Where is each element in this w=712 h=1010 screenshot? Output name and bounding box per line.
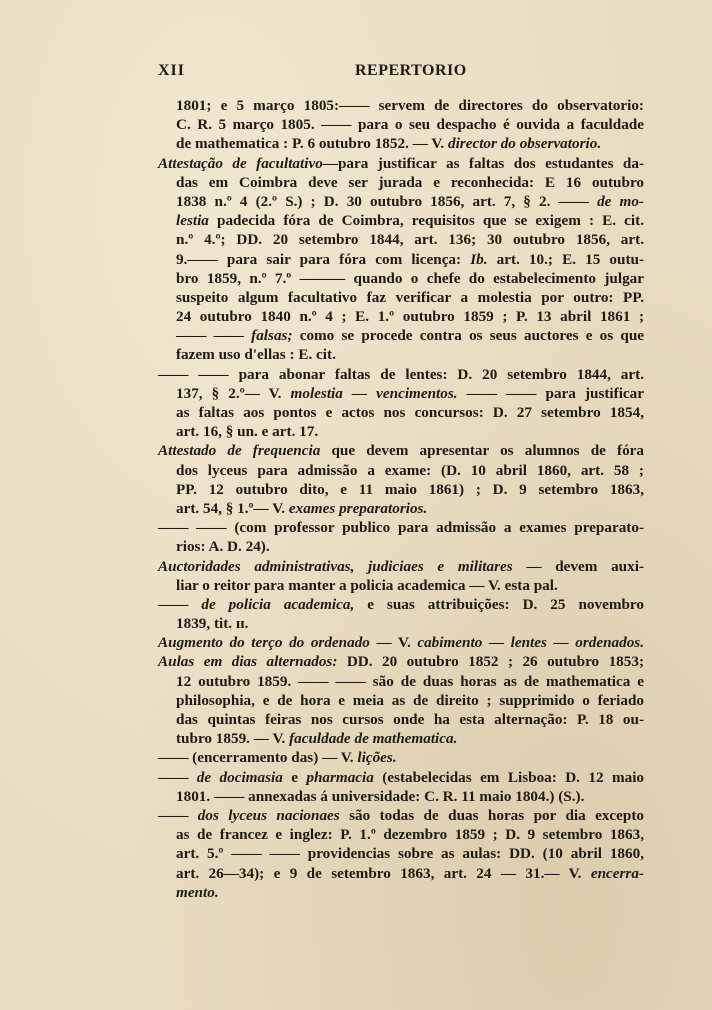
page-header bbox=[158, 62, 648, 84]
running-title: REPERTORIO bbox=[355, 62, 467, 79]
text-line: as faltas aos pontos e actos nos concursos: D. 27 setembro 1854, bbox=[176, 404, 644, 421]
text-line: 137, § 2.º— V. molestia — vencimentos. —— —— para justificar bbox=[176, 384, 644, 402]
text-line: —— de policia academica, e suas attribuições: D. 25 novembro bbox=[158, 595, 644, 613]
text-line: art. 54, § 1.º— V. exames preparatorios. bbox=[176, 499, 428, 517]
text-line: art. 5.º —— —— providencias sobre as aulas: DD. (10 abril 1860, bbox=[176, 845, 644, 863]
text-line: tubro 1859. — V. faculdade de mathematica. bbox=[176, 730, 458, 748]
text-line: Auctoridades administrativas, judiciaes e militares — devem auxi- bbox=[158, 557, 644, 575]
text-line: n.º 4.º; DD. 20 setembro 1844, art. 136; 30 outubro 1856, art. bbox=[176, 231, 644, 249]
text-line: 1838 n.º 4 (2.º S.) ; D. 30 outubro 1856, art. 7, § 2. —— de mo- bbox=[176, 192, 644, 210]
text-line: fazem uso d'ellas : E. cit. bbox=[176, 346, 336, 364]
text-line: 12 outubro 1859. —— —— são de duas horas as de mathematica e bbox=[176, 672, 644, 690]
text-line: Attestação de facultativo—para justificar as faltas dos estudantes da- bbox=[158, 154, 644, 172]
body-text bbox=[158, 96, 644, 902]
text-line: PP. 12 outubro dito, e 11 maio 1861) ; D. 9 setembro 1863, bbox=[176, 480, 644, 498]
text-line: liar o reitor para manter a policia academica — V. esta pal. bbox=[176, 576, 558, 594]
text-line: —— de docimasia e pharmacia (estabelecidas em Lisboa: D. 12 maio bbox=[158, 768, 645, 786]
text-line: rios: A. D. 24). bbox=[176, 538, 270, 556]
text-line: 1839, tit. ɪɪ. bbox=[176, 615, 249, 633]
page-number: XII bbox=[158, 62, 186, 79]
text-line: —— —— falsas; como se procede contra os seus auctores e os que bbox=[176, 327, 645, 345]
text-line: mento. bbox=[176, 883, 219, 901]
text-line: das quintas feiras nos cursos onde ha esta alternação: P. 18 ou- bbox=[176, 711, 644, 728]
text-line: Augmento do terço do ordenado — V. cabimento — lentes — ordenados. bbox=[158, 634, 645, 652]
text-line: —— (encerramento das) — V. lições. bbox=[158, 749, 397, 767]
text-line: 9.—— para sair para fóra com licença: Ib. art. 10.; E. 15 outu- bbox=[176, 250, 645, 268]
text-line: —— —— para abonar faltas de lentes: D. 20 setembro 1844, art. bbox=[158, 365, 644, 383]
text-line: —— dos lyceus nacionaes são todas de duas horas por dia excepto bbox=[158, 806, 645, 824]
text-line: 1801; e 5 março 1805:—— servem de directores do observatorio: bbox=[176, 97, 644, 114]
text-line: philosophia, e de hora e meia as de direito ; supprimido o feriado bbox=[176, 691, 644, 709]
text-line: dos lyceus para admissão a exame: (D. 10 abril 1860, art. 58 ; bbox=[176, 461, 644, 479]
text-line: 1801. —— annexadas á universidade: C. R. 11 maio 1804.) (S.). bbox=[176, 787, 585, 805]
text-line: lestia padecida fóra de Coimbra, requisitos que se exigem : E. cit. bbox=[176, 212, 644, 230]
text-line: Aulas em dias alternados: DD. 20 outubro 1852 ; 26 outubro 1853; bbox=[158, 653, 644, 671]
text-line: —— —— (com professor publico para admissão a exames preparato- bbox=[158, 519, 644, 537]
text-line: de mathematica : P. 6 outubro 1852. — V. director do observatorio. bbox=[176, 135, 602, 153]
text-line: bro 1859, n.º 7.º ——— quando o chefe do estabelecimento julgar bbox=[176, 269, 644, 287]
text-line: as de francez e inglez: P. 1.º dezembro 1859 ; D. 9 setembro 1863, bbox=[176, 826, 644, 844]
text-line: suspeito algum facultativo faz verificar a molestia por outro: PP. bbox=[176, 288, 644, 306]
text-line: C. R. 5 março 1805. —— para o seu despacho é ouvida a faculdade bbox=[176, 116, 644, 134]
text-line: das em Coimbra deve ser jurada e reconhecida: E 16 outubro bbox=[176, 173, 644, 191]
text-line: art. 26—34); e 9 de setembro 1863, art. 24 — 31.— V. encerra- bbox=[176, 864, 644, 882]
text-line: art. 16, § un. e art. 17. bbox=[176, 423, 319, 441]
text-line: 24 outubro 1840 n.º 4 ; E. 1.º outubro 1859 ; P. 13 abril 1861 ; bbox=[176, 308, 644, 326]
text-line: Attestado de frequencia que devem apresentar os alumnos de fóra bbox=[158, 442, 645, 460]
